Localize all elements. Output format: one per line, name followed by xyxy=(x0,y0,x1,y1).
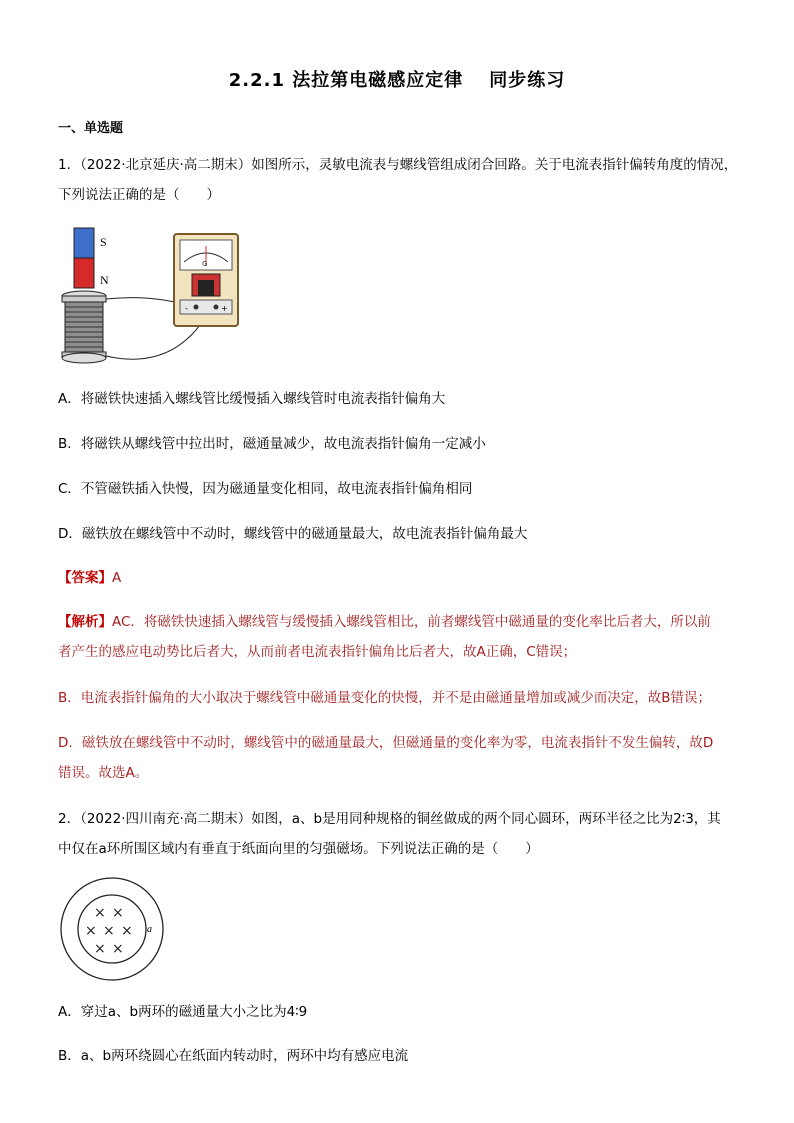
svg-text:×: × xyxy=(112,905,124,921)
svg-text:×: × xyxy=(112,941,124,957)
galvanometer-g-label: G xyxy=(202,260,208,268)
q1-figure-magnet-galvanometer xyxy=(56,222,246,367)
q2-stem-line2: 中仅在a环所围区域内有垂直于纸面向里的匀强磁场。下列说法正确的是（ ） xyxy=(58,841,539,857)
svg-text:×: × xyxy=(85,923,97,939)
svg-text:×: × xyxy=(94,941,106,957)
q1-option-c: C．不管磁铁插入快慢，因为磁通量变化相同，故电流表指针偏角相同 xyxy=(58,481,473,497)
magnet-label-n: N xyxy=(100,273,109,287)
q1-option-d: D．磁铁放在螺线管中不动时，螺线管中的磁通量最大，故电流表指针偏角最大 xyxy=(58,526,528,542)
q1-explanation-line1 xyxy=(58,607,711,637)
q1-explanation-line5: 错误。故选A。 xyxy=(58,765,149,781)
svg-text:×: × xyxy=(94,905,106,921)
bar-magnet xyxy=(74,228,109,288)
terminal-plus: + xyxy=(221,304,228,313)
q1-stem-line1: 1．（2022·北京延庆·高二期末）如图所示，灵敏电流表与螺线管组成闭合回路。关于电流表指针偏转角度的情况， xyxy=(58,157,738,173)
ring-a-label: a xyxy=(147,924,152,935)
magnet-label-s: S xyxy=(100,235,107,249)
solenoid xyxy=(62,291,106,363)
q2-option-a: A．穿过a、b两环的磁通量大小之比为4∶9 xyxy=(58,1004,308,1020)
q1-option-a: A．将磁铁快速插入螺线管比缓慢插入螺线管时电流表指针偏角大 xyxy=(58,391,446,407)
magnetic-field-crosses xyxy=(85,905,133,957)
q1-explanation-line2: 者产生的感应电动势比后者大，从而前者电流表指针偏角比后者大，故A正确，C错误； xyxy=(58,644,577,660)
answer-label: 【答案】 xyxy=(58,570,112,586)
section-heading: 一、单选题 xyxy=(58,121,124,136)
galvanometer xyxy=(174,234,238,326)
page-title xyxy=(0,66,794,92)
q2-stem-line1: 2．（2022·四川南充·高二期末）如图，a、b是用同种规格的铜丝做成的两个同心圆环，两环半径之比为2∶3，其 xyxy=(58,811,721,827)
q1-explanation-line3: B．电流表指针偏角的大小取决于螺线管中磁通量变化的快慢，并不是由磁通量增加或减少而决定，故B错误； xyxy=(58,690,712,706)
q1-explanation-line4: D．磁铁放在螺线管中不动时，螺线管中的磁通量最大，但磁通量的变化率为零，电流表指针不发生偏转，故D xyxy=(58,735,714,751)
q1-stem-line2: 下列说法正确的是（ ） xyxy=(58,187,220,203)
svg-text:×: × xyxy=(121,923,133,939)
title-sub: 同步练习 xyxy=(489,70,566,91)
answer-value: A xyxy=(112,570,122,586)
title-main: 2.2.1 法拉第电磁感应定律 xyxy=(228,70,464,91)
q1-answer xyxy=(58,563,121,593)
q2-figure-concentric-rings xyxy=(58,875,168,985)
explanation-text-1: AC．将磁铁快速插入螺线管与缓慢插入螺线管相比，前者螺线管中磁通量的变化率比后者大，所以前 xyxy=(112,614,711,630)
explanation-label: 【解析】 xyxy=(58,614,112,630)
terminal-minus: - xyxy=(185,304,188,313)
q2-option-b: B．a、b两环绕圆心在纸面内转动时，两环中均有感应电流 xyxy=(58,1048,409,1064)
q1-option-b: B．将磁铁从螺线管中拉出时，磁通量减少，故电流表指针偏角一定减小 xyxy=(58,436,486,452)
svg-text:×: × xyxy=(103,923,115,939)
